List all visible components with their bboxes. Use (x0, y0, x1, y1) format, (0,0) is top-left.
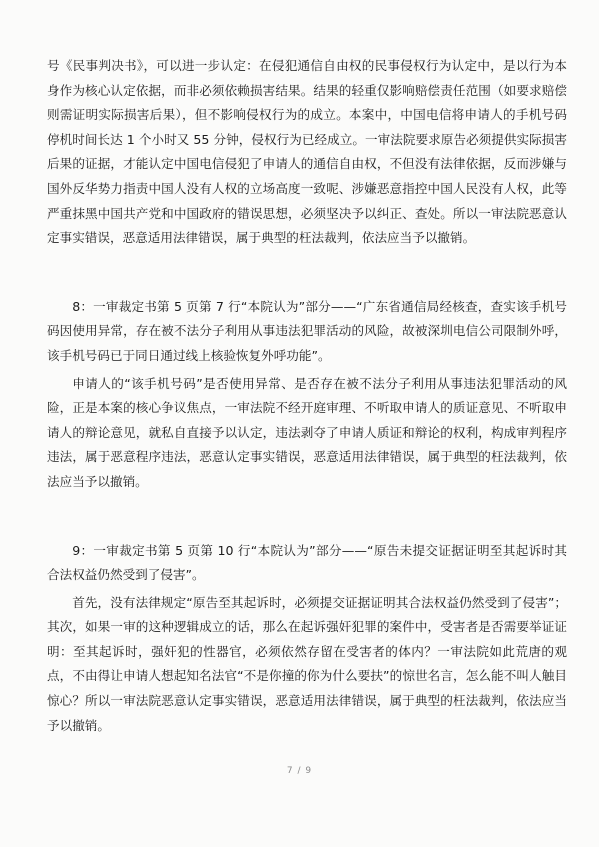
page-number: 7 / 9 (286, 766, 313, 776)
paragraph-spacer (47, 495, 567, 539)
document-body (47, 54, 567, 738)
paragraph-5: 首先，没有法律规定“原告至其起诉时，必须提交证据证明其合法权益仍然受到了侵害”；其次，如果一审的这种逻辑成立的话，那么在起诉强奸犯罪的案件中，受害者是否需要举证证明：至其起诉时，强奸犯的性器官，必须依然存留在受害者的体内？一审法院如此荒唐的观点，不由得让申请人想起知名法官“不是你撞的你为什么要扶”的惊世名言，怎么能不叫人触目惊心？所以一审法院恶意认定事实错误，恶意适用法律错误，属于典型的枉法裁判，依法应当予以撤销。 (47, 594, 567, 733)
paragraph-spacer (47, 251, 567, 295)
paragraph-4: 9：一审裁定书第 5 页第 10 行“本院认为”部分——“原告未提交证据证明至其起诉时其合法权益仍然受到了侵害”。 (47, 542, 567, 583)
paragraph-1: 号《民事判决书》，可以进一步认定：在侵犯通信自由权的民事侵权行为认定中，是以行为本身作为核心认定依据，而非必须依赖损害结果。结果的轻重仅影响赔偿责任范围（如要求赔偿则需证明实际损害后果），但不影响侵权行为的成立。本案中，中国电信将申请人的手机号码停机时间长达 1 个小时又 55 分钟，侵权行为已经成立。一审法院要求原告必须提供实际损害后果的证据，才能认定中国电信侵犯了申请人的通信自由权，不但没有法律依据，反而涉嫌与国外反华势力指责中国人没有人权的立场高度一致呢、涉嫌恶意指控中国人民没有人权，此等严重抹黑中国共产党和中国政府的错误思想，必须坚决予以纠正、查处。所以一审法院恶意认定事实错误，恶意适用法律错误，属于典型的枉法裁判，依法应当予以撤销。 (47, 58, 567, 246)
paragraph-3: 申请人的“该手机号码”是否使用异常、是否存在被不法分子利用从事违法犯罪活动的风险，正是本案的核心争议焦点，一审法院不经开庭审理、不听取申请人的质证意见、不听取申请人的辩论意见，就私自直接予以认定，违法剥夺了申请人质证和辩论的权利，构成审判程序违法，属于恶意程序违法，恶意认定事实错误，恶意适用法律错误，属于典型的枉法裁判，依法应当予以撤销。 (47, 375, 567, 489)
paragraph-2: 8：一审裁定书第 5 页第 7 行“本院认为”部分——“广东省通信局经核查，查实该手机号码因使用异常，存在被不法分子利用从事违法犯罪活动的风险，故被深圳电信公司限制外呼，该手机号码已于同日通过线上核验恢复外呼功能”。 (47, 298, 567, 363)
